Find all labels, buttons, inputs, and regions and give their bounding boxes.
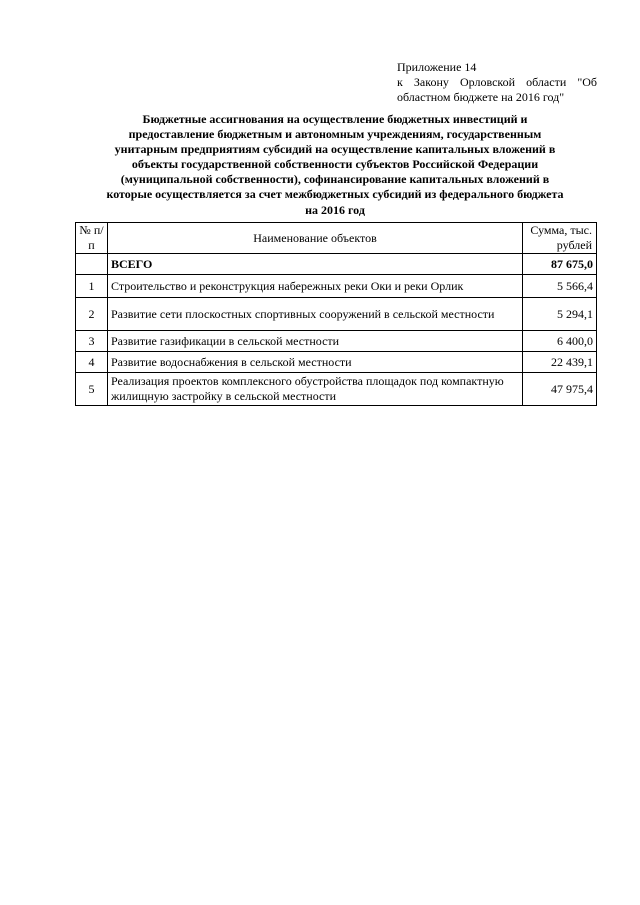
header-object-name: Наименование объектов bbox=[108, 223, 523, 254]
table-row bbox=[76, 298, 597, 331]
row-amount: 5 294,1 bbox=[523, 298, 597, 331]
total-label: ВСЕГО bbox=[108, 254, 523, 275]
table-row bbox=[76, 373, 597, 406]
row-amount: 47 975,4 bbox=[523, 373, 597, 406]
row-object-name: Строительство и реконструкция набережных реки Оки и реки Орлик bbox=[108, 275, 523, 298]
table-row bbox=[76, 275, 597, 298]
row-amount: 22 439,1 bbox=[523, 352, 597, 373]
budget-table bbox=[75, 222, 597, 406]
row-number: 5 bbox=[76, 373, 108, 406]
row-object-name: Развитие водоснабжения в сельской местности bbox=[108, 352, 523, 373]
appendix-note bbox=[397, 60, 597, 105]
table-total-row bbox=[76, 254, 597, 275]
row-object-name: Реализация проектов комплексного обустройства площадок под компактную жилищную застройку в сельской местности bbox=[108, 373, 523, 406]
row-amount: 6 400,0 bbox=[523, 331, 597, 352]
document-title: Бюджетные ассигнования на осуществление бюджетных инвестиций и предоставление бюджетным и автономным учреждениям, государственным унитарным предприятиям субсидий на осуществление капитальных вложений в объекты государственной собственности субъектов Российской Федерации (муниципальной собственности), софинансирование капитальных вложений в которые осуществляется за счет межбюджетных субсидий из федерального бюджета на 2016 год bbox=[106, 112, 564, 217]
row-object-name: Развитие газификации в сельской местности bbox=[108, 331, 523, 352]
table-row bbox=[76, 331, 597, 352]
appendix-law-reference: к Закону Орловской области "Об bbox=[397, 75, 597, 89]
table-row bbox=[76, 352, 597, 373]
table-header-row bbox=[76, 223, 597, 254]
row-object-name: Развитие сети плоскостных спортивных сооружений в сельской местности bbox=[108, 298, 523, 331]
row-number: 1 bbox=[76, 275, 108, 298]
row-number: 3 bbox=[76, 331, 108, 352]
row-number: 2 bbox=[76, 298, 108, 331]
row-number: 4 bbox=[76, 352, 108, 373]
row-amount: 5 566,4 bbox=[523, 275, 597, 298]
appendix-number: Приложение 14 bbox=[397, 60, 477, 74]
appendix-law-title: областном бюджете на 2016 год" bbox=[397, 90, 565, 104]
header-number: № п/п bbox=[76, 223, 108, 254]
header-amount: Сумма, тыс. рублей bbox=[523, 223, 597, 254]
total-amount: 87 675,0 bbox=[523, 254, 597, 275]
total-number bbox=[76, 254, 108, 275]
